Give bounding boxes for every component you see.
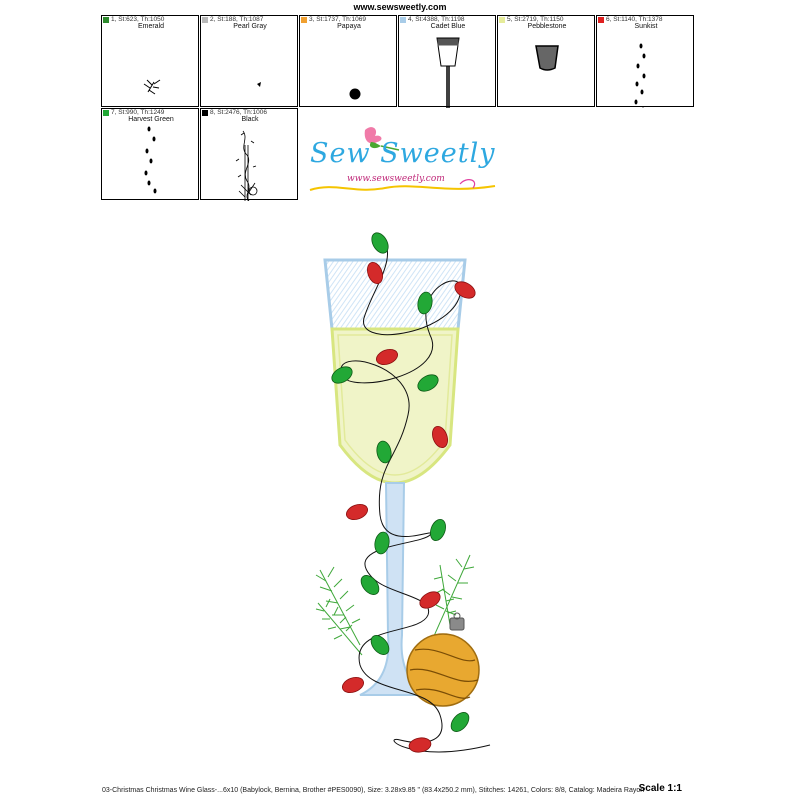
footer-info: 03-Christmas Christmas Wine Glass-...6x10 (Babylock, Bernina, Brother #PES0090), Size: 3.28x9.85 " (83.4x250.2 mm), Stitches: 14261, Colors: 8/8, Catalog: Madeira Rayon	[102, 787, 645, 794]
wine-glass-design-preview	[290, 225, 520, 775]
color-cell-7	[101, 108, 199, 200]
glass-preview-icon	[399, 32, 497, 108]
sprig-preview-icon	[102, 32, 200, 108]
brand-site: www.sewsweetly.com	[347, 174, 445, 184]
color-name: Sunkist	[634, 23, 658, 30]
color-cell-5	[497, 15, 595, 107]
green-lights-preview-icon	[102, 125, 200, 201]
color-header: 6, St:1140, Th:1378	[606, 16, 663, 23]
scale-label: Scale 1:1	[638, 783, 682, 794]
brand-name: Sew Sweetly	[310, 138, 496, 169]
color-cell-3	[299, 15, 397, 107]
color-name: Pebblestone	[527, 23, 567, 30]
color-cell-6	[596, 15, 694, 107]
outline-preview-icon	[201, 125, 299, 201]
color-name: Cadet Blue	[430, 23, 466, 30]
cap-preview-icon	[201, 32, 299, 108]
red-lights-preview-icon	[597, 32, 695, 108]
color-header: 8, St:2476, Th:1006	[210, 109, 267, 116]
color-cell-8	[200, 108, 298, 200]
color-header: 4, St:4388, Th:1198	[408, 16, 465, 23]
color-name: Emerald	[137, 23, 165, 30]
color-header: 7, St:990, Th:1249	[111, 109, 165, 116]
color-cell-4	[398, 15, 496, 107]
color-cell-2	[200, 15, 298, 107]
color-header: 3, St:1737, Th:1069	[309, 16, 366, 23]
color-header: 5, St:2719, Th:1150	[507, 16, 564, 23]
color-name: Papaya	[337, 23, 361, 30]
brand-logo	[305, 120, 500, 200]
pine-sprig-left-icon	[316, 567, 362, 655]
color-header: 1, St:623, Th:1050	[111, 16, 165, 23]
ornament-preview-icon	[300, 32, 398, 108]
ornament-icon	[407, 613, 479, 706]
color-name: Pearl Gray	[233, 23, 267, 30]
color-cell-1	[101, 15, 199, 107]
color-header: 2, St:188, Th:1087	[210, 16, 264, 23]
wine-fill-preview-icon	[498, 32, 596, 108]
glass-bowl-top	[325, 260, 465, 329]
color-name: Black	[241, 116, 259, 123]
site-url: www.sewsweetly.com	[353, 2, 447, 12]
color-name: Harvest Green	[128, 116, 174, 123]
